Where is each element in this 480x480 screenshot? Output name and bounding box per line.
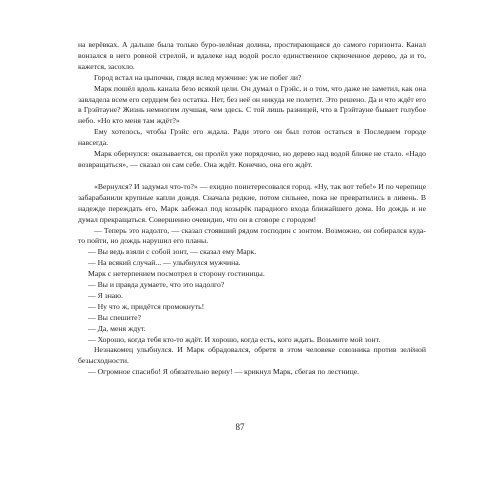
dialog-line-6: — Вы спешите? — [88, 312, 141, 322]
page-body-text — [78, 40, 426, 378]
dialog-line-3: — Вы и правда думаете, что это надолго? — [88, 280, 225, 290]
dialog-line-5: — Ну что ж, придётся промокнуть! — [88, 301, 205, 311]
paragraph-5: Марк обернулся: оказывается, он пролёл уже порядочно, но дерево над водой ближе не стало. «Надо возвращаться», — сказал он сам себе. Она ждёт. Конечно, она его ждёт. — [78, 149, 426, 169]
dialog-line-1: — Вы ведь взяли с собой зонт, — сказал ему Марк. — [88, 247, 257, 257]
paragraph-1: на верёвках. А дальше была только буро-зелёная долина, простирающаяся до самого горизонта. Канал вонзался в него ровной стрелой, и вдалеке над водой росло единственное скрюченное дерево, да и то, кажется, засохло. — [78, 40, 426, 71]
page-number: 87 — [235, 422, 245, 432]
dialog-line-8: — Хорошо, когда тебя кто-то ждёт. И хорошо, когда есть, кого ждать. Возьмите мой зонт. — [88, 334, 381, 344]
dialog-line-2: — На всякий случай... — улыбнулся мужчина. — [88, 258, 241, 268]
narration-line: Марк с нетерпением посмотрел в сторону гостиницы. — [88, 269, 265, 279]
dialog-line-9: — Огромное спасибо! Я обязательно верну! — крикнул Марк, сбегая по лестнице. — [88, 367, 360, 377]
dialog-line-4: — Я знаю. — [88, 290, 123, 300]
paragraph-6: «Вернулся? И задумал что-то?» — ехидно поинтересовался город. «Ну, так вот тебе!» И по черепице забарабанили крупные капли дождя. Сначала редкие, потом сильнее, пока не превратились в ливень. В надежде переждать его, Марк забежал под козырёк парадного входа ближайшего дома. Но дождь и не думал прекращаться. Совершенно очевидно, что он в сговоре с городом! — [78, 181, 426, 224]
paragraph-3: Марк пошёл вдоль канала безо всякой цели. Он думал о Грэйс, и о том, что даже не заметил, как она завладела всем его сердцем без остатка. Нет, без неё он никуда не полетит. Это решено. Да и что ждёт его в Грэйтауне? Жизнь немногим лучшая, чем здесь. С той лишь разницей, что в Грэйтауне бывает голубое небо. «Но кто меня там ждёт?» — [78, 83, 426, 126]
section-break — [78, 171, 426, 182]
paragraph-8: Незнакомец улыбнулся. И Марк обрадовался, обретя в этом человеке союзника против зелёной безысходности. — [78, 345, 426, 366]
paragraph-2: Город встал на цыпочки, глядя вслед мужчине: уж не побег ли? — [94, 72, 302, 82]
dialog-line-7: — Да, меня ждут. — [88, 323, 146, 333]
paragraph-4: Ему хотелось, чтобы Грэйс его ждала. Ради этого он был готов остаться в Последнем городе навсегда. — [78, 127, 426, 148]
paragraph-7: — Теперь это надолго, — сказал стоявший рядом господин с зонтом. Возможно, он собирался куда-то пойти, но дождь нарушил его планы. — [78, 225, 426, 246]
